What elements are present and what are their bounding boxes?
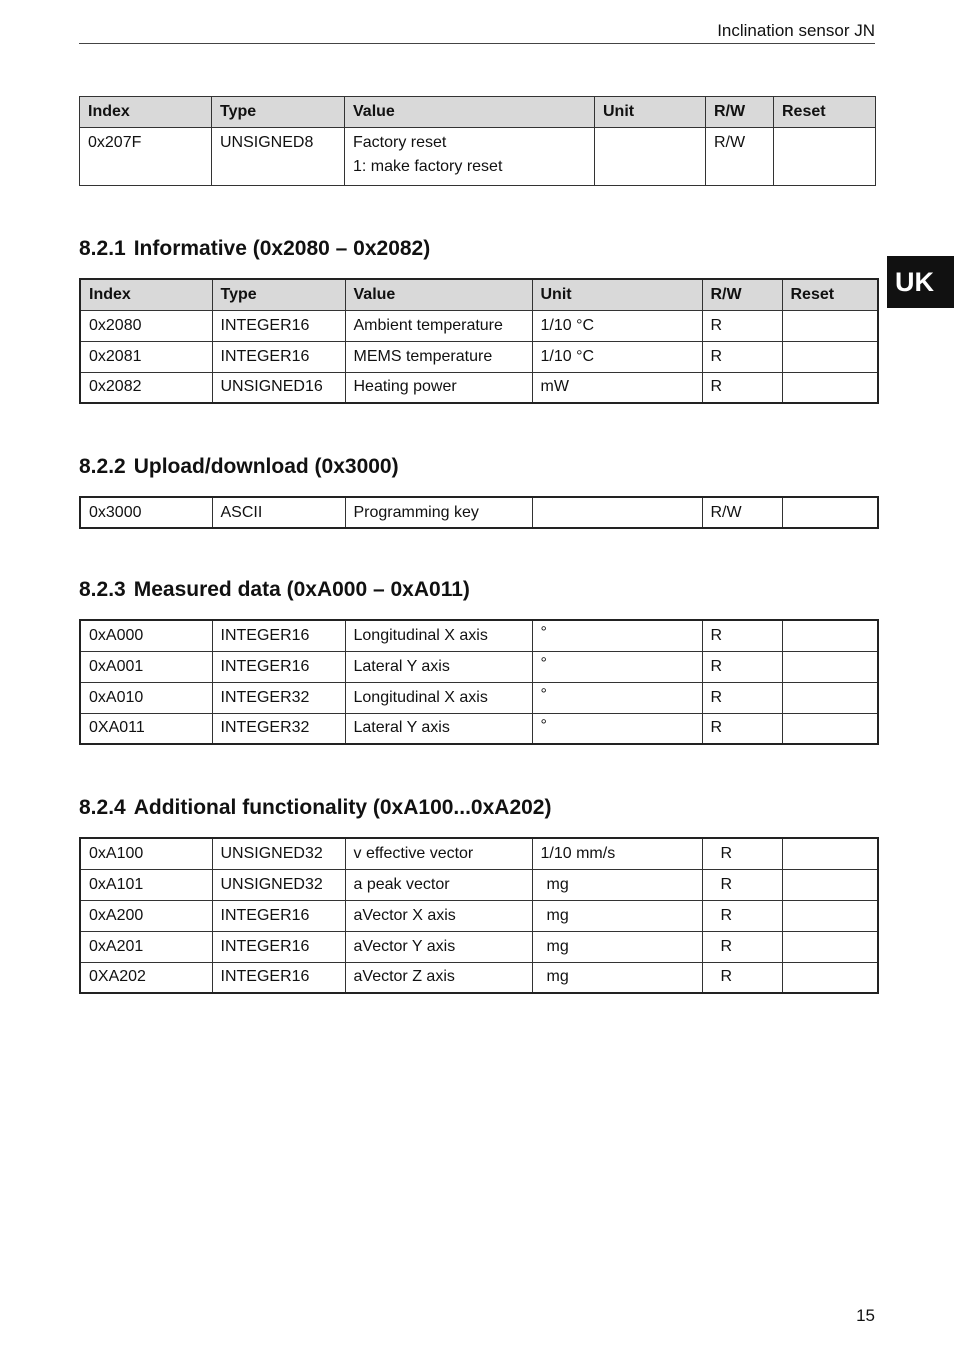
cell-unit: 1/10 °C [532, 310, 702, 341]
cell-reset [782, 651, 878, 682]
cell-index: 0XA011 [80, 713, 212, 744]
cell-index: 0x2082 [80, 372, 212, 403]
table-row [80, 620, 878, 651]
cell-unit: mg [532, 931, 702, 962]
cell-value: aVector Y axis [345, 931, 532, 962]
factory-reset-table [79, 96, 876, 186]
table-row [80, 372, 878, 403]
cell-rw: R [702, 931, 782, 962]
section-number: 8.2.2 [79, 455, 126, 478]
cell-unit: ° [532, 713, 702, 744]
section-heading-8-2-1 [79, 237, 430, 261]
table-row [80, 310, 878, 341]
table-row [80, 869, 878, 900]
cell-value [345, 128, 595, 186]
cell-value-line2: 1: make factory reset [353, 158, 503, 175]
cell-reset [782, 838, 878, 869]
page-number: 15 [856, 1306, 875, 1325]
running-header-title: Inclination sensor JN [717, 21, 875, 40]
cell-type: INTEGER16 [212, 962, 345, 993]
cell-reset [782, 310, 878, 341]
cell-reset [782, 962, 878, 993]
column-header-type: Type [212, 279, 345, 310]
cell-type: UNSIGNED16 [212, 372, 345, 403]
cell-type: UNSIGNED32 [212, 869, 345, 900]
cell-rw: R/W [706, 128, 774, 186]
cell-unit: 1/10 mm/s [532, 838, 702, 869]
table-row [80, 128, 876, 186]
cell-rw: R [702, 620, 782, 651]
cell-value: a peak vector [345, 869, 532, 900]
table-row [80, 931, 878, 962]
cell-rw: R/W [702, 497, 782, 528]
table-row [80, 497, 878, 528]
cell-value: MEMS temperature [345, 341, 532, 372]
cell-value: Ambient temperature [345, 310, 532, 341]
column-header-unit: Unit [532, 279, 702, 310]
cell-reset [782, 682, 878, 713]
table-row [80, 341, 878, 372]
cell-value: aVector Z axis [345, 962, 532, 993]
table-header-row [80, 97, 876, 128]
cell-unit: 1/10 °C [532, 341, 702, 372]
section-title: Additional functionality (0xA100...0xA202) [133, 796, 552, 819]
cell-value: Longitudinal X axis [345, 620, 532, 651]
cell-value-line1: Factory reset [353, 134, 447, 151]
cell-unit: ° [532, 682, 702, 713]
additional-functionality-table [79, 837, 879, 994]
cell-reset [782, 620, 878, 651]
cell-reset [782, 713, 878, 744]
cell-index: 0xA000 [80, 620, 212, 651]
cell-rw: R [702, 838, 782, 869]
cell-value: Heating power [345, 372, 532, 403]
cell-reset [782, 372, 878, 403]
cell-index: 0x3000 [80, 497, 212, 528]
upload-download-table [79, 496, 879, 529]
measured-data-table [79, 619, 879, 745]
table-row [80, 900, 878, 931]
column-header-value: Value [345, 279, 532, 310]
cell-value: Programming key [345, 497, 532, 528]
cell-type: UNSIGNED8 [212, 128, 345, 186]
cell-type: UNSIGNED32 [212, 838, 345, 869]
table-header-row [80, 279, 878, 310]
cell-index: 0xA100 [80, 838, 212, 869]
section-heading-8-2-2 [79, 455, 399, 479]
cell-value: aVector X axis [345, 900, 532, 931]
cell-rw: R [702, 372, 782, 403]
cell-reset [782, 900, 878, 931]
cell-unit [532, 497, 702, 528]
section-title: Informative (0x2080 – 0x2082) [133, 237, 431, 260]
cell-unit: mg [532, 962, 702, 993]
cell-rw: R [702, 713, 782, 744]
cell-index: 0xA200 [80, 900, 212, 931]
cell-index: 0x2081 [80, 341, 212, 372]
cell-type: INTEGER16 [212, 310, 345, 341]
cell-rw: R [702, 682, 782, 713]
cell-unit: mg [532, 869, 702, 900]
column-header-type: Type [212, 97, 345, 128]
cell-unit: ° [532, 620, 702, 651]
cell-unit: mg [532, 900, 702, 931]
cell-value: Lateral Y axis [345, 651, 532, 682]
column-header-index: Index [80, 279, 212, 310]
cell-reset [782, 931, 878, 962]
header-rule [79, 43, 875, 44]
cell-type: INTEGER16 [212, 931, 345, 962]
cell-index: 0x2080 [80, 310, 212, 341]
section-title: Upload/download (0x3000) [133, 455, 399, 478]
cell-rw: R [702, 341, 782, 372]
informative-table [79, 278, 879, 404]
cell-type: INTEGER16 [212, 900, 345, 931]
section-number: 8.2.3 [79, 578, 126, 601]
cell-value: Longitudinal X axis [345, 682, 532, 713]
section-number: 8.2.1 [79, 237, 126, 260]
cell-unit [595, 128, 706, 186]
cell-type: INTEGER32 [212, 713, 345, 744]
cell-index: 0x207F [80, 128, 212, 186]
cell-rw: R [702, 869, 782, 900]
column-header-index: Index [80, 97, 212, 128]
column-header-rw: R/W [706, 97, 774, 128]
cell-type: INTEGER16 [212, 341, 345, 372]
section-number: 8.2.4 [79, 796, 126, 819]
column-header-rw: R/W [702, 279, 782, 310]
section-title: Measured data (0xA000 – 0xA011) [133, 578, 470, 601]
cell-unit: ° [532, 651, 702, 682]
cell-index: 0xA101 [80, 869, 212, 900]
cell-index: 0xA001 [80, 651, 212, 682]
table-row [80, 651, 878, 682]
cell-type: INTEGER32 [212, 682, 345, 713]
cell-rw: R [702, 310, 782, 341]
column-header-reset: Reset [774, 97, 876, 128]
cell-type: ASCII [212, 497, 345, 528]
cell-rw: R [702, 962, 782, 993]
cell-type: INTEGER16 [212, 620, 345, 651]
cell-reset [774, 128, 876, 186]
section-heading-8-2-3 [79, 578, 470, 602]
column-header-value: Value [345, 97, 595, 128]
column-header-unit: Unit [595, 97, 706, 128]
language-tab: UK [887, 256, 954, 308]
cell-value: Lateral Y axis [345, 713, 532, 744]
table-row [80, 962, 878, 993]
cell-value: v effective vector [345, 838, 532, 869]
cell-index: 0xA010 [80, 682, 212, 713]
cell-rw: R [702, 651, 782, 682]
table-row [80, 682, 878, 713]
section-heading-8-2-4 [79, 796, 551, 820]
cell-type: INTEGER16 [212, 651, 345, 682]
column-header-reset: Reset [782, 279, 878, 310]
cell-index: 0xA201 [80, 931, 212, 962]
cell-reset [782, 341, 878, 372]
cell-index: 0XA202 [80, 962, 212, 993]
table-row [80, 713, 878, 744]
table-row [80, 838, 878, 869]
cell-reset [782, 869, 878, 900]
cell-unit: mW [532, 372, 702, 403]
cell-reset [782, 497, 878, 528]
cell-rw: R [702, 900, 782, 931]
